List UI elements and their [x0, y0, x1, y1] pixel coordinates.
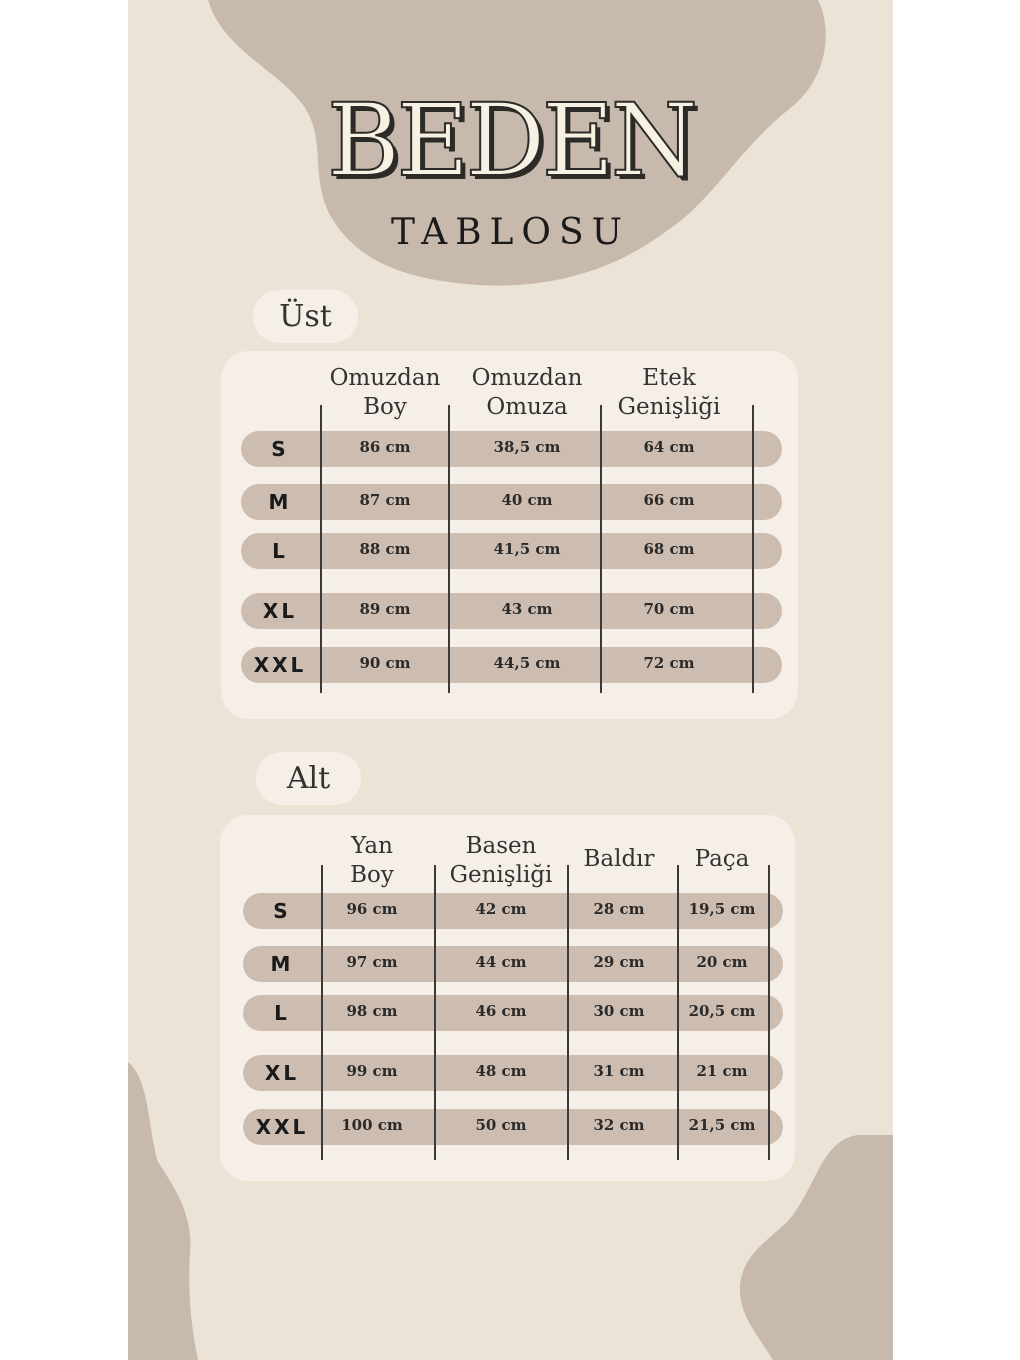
- ust-measurement-cell: 88 cm: [359, 540, 411, 558]
- ust-measurement-cell: 89 cm: [359, 600, 411, 618]
- alt-column-header-line: Basen: [465, 833, 537, 859]
- alt-measurement-cell: 19,5 cm: [688, 900, 756, 918]
- ust-measurement-cell: 64 cm: [643, 438, 695, 456]
- ust-measurement-cell: 41,5 cm: [493, 540, 561, 558]
- ust-measurement-cell: 72 cm: [643, 654, 695, 672]
- alt-measurement-cell: 96 cm: [346, 900, 398, 918]
- ust-column-header-line: Boy: [363, 394, 407, 420]
- ust-measurement-cell: 70 cm: [643, 600, 695, 618]
- ust-column-header-line: Omuzdan: [329, 365, 441, 391]
- page-subtitle: TABLOSU: [391, 212, 630, 253]
- ust-measurement-cell: 68 cm: [643, 540, 695, 558]
- alt-column-header-line: Baldır: [583, 846, 655, 872]
- alt-measurement-cell: 21 cm: [696, 1062, 748, 1080]
- alt-measurement-cell: 46 cm: [475, 1002, 527, 1020]
- ust-size-label: XL: [262, 599, 298, 623]
- section-tag-ust: Üst: [253, 290, 358, 343]
- ust-measurement-cell: 43 cm: [501, 600, 553, 618]
- alt-measurement-cell: 31 cm: [593, 1062, 645, 1080]
- alt-measurement-cell: 42 cm: [475, 900, 527, 918]
- alt-measurement-cell: 20,5 cm: [688, 1002, 756, 1020]
- alt-column-header-line: Yan: [351, 833, 393, 859]
- page-title: BEDEN: [326, 82, 695, 199]
- ust-column-header-line: Omuza: [486, 394, 568, 420]
- ust-measurement-cell: 44,5 cm: [493, 654, 561, 672]
- ust-column-header-line: Omuzdan: [471, 365, 583, 391]
- ust-size-label: S: [271, 437, 289, 461]
- alt-column-header: [642, 845, 802, 874]
- alt-measurement-cell: 100 cm: [341, 1116, 403, 1134]
- ust-measurement-cell: 90 cm: [359, 654, 411, 672]
- alt-measurement-cell: 97 cm: [346, 953, 398, 971]
- ust-measurement-cell: 87 cm: [359, 491, 411, 509]
- alt-column-header-line: Paça: [694, 846, 750, 872]
- alt-measurement-cell: 20 cm: [696, 953, 748, 971]
- ust-size-label: M: [268, 490, 292, 514]
- size-chart-page: [128, 0, 893, 1360]
- section-tag-alt: Alt: [256, 752, 361, 805]
- ust-column-divider: [752, 405, 754, 693]
- alt-size-label: XL: [264, 1061, 300, 1085]
- ust-measurement-cell: 66 cm: [643, 491, 695, 509]
- ust-column-divider: [448, 405, 450, 693]
- alt-measurement-cell: 48 cm: [475, 1062, 527, 1080]
- alt-measurement-cell: 50 cm: [475, 1116, 527, 1134]
- alt-column-divider: [321, 865, 323, 1160]
- ust-column-header-line: Etek: [642, 365, 696, 391]
- alt-size-label: M: [270, 952, 294, 976]
- alt-size-label: S: [273, 899, 291, 923]
- ust-size-label: L: [272, 539, 288, 563]
- ust-measurement-cell: 40 cm: [501, 491, 553, 509]
- alt-measurement-cell: 21,5 cm: [688, 1116, 756, 1134]
- ust-column-divider: [320, 405, 322, 693]
- alt-column-divider: [567, 865, 569, 1160]
- ust-measurement-cell: 86 cm: [359, 438, 411, 456]
- ust-measurement-cell: 38,5 cm: [493, 438, 561, 456]
- alt-measurement-cell: 29 cm: [593, 953, 645, 971]
- ust-column-header-line: Genişliği: [617, 394, 721, 420]
- alt-measurement-cell: 32 cm: [593, 1116, 645, 1134]
- alt-column-header-line: Boy: [350, 862, 394, 888]
- alt-measurement-cell: 98 cm: [346, 1002, 398, 1020]
- alt-column-divider: [677, 865, 679, 1160]
- alt-size-label: XXL: [255, 1115, 309, 1139]
- ust-column-divider: [600, 405, 602, 693]
- alt-measurement-cell: 99 cm: [346, 1062, 398, 1080]
- alt-column-header-line: Genişliği: [449, 862, 553, 888]
- ust-column-header: [589, 364, 749, 422]
- ust-column-header: [447, 364, 607, 422]
- ust-column-header: [305, 364, 465, 422]
- alt-column-divider: [768, 865, 770, 1160]
- alt-measurement-cell: 30 cm: [593, 1002, 645, 1020]
- alt-column-divider: [434, 865, 436, 1160]
- alt-measurement-cell: 44 cm: [475, 953, 527, 971]
- alt-measurement-cell: 28 cm: [593, 900, 645, 918]
- ust-size-label: XXL: [253, 653, 307, 677]
- alt-size-label: L: [274, 1001, 290, 1025]
